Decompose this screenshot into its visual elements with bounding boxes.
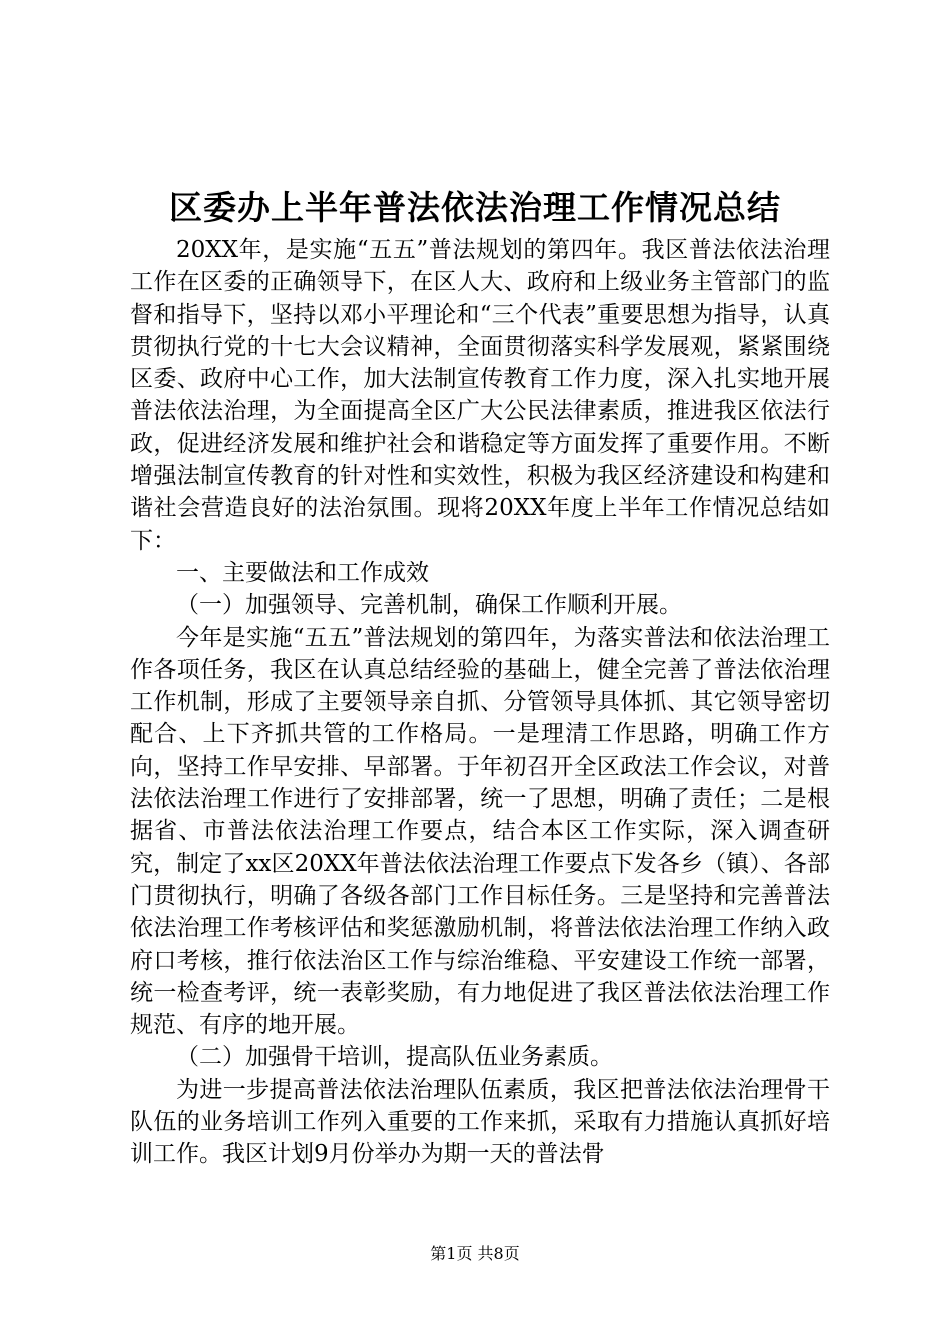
document-title: 区委办上半年普法依法治理工作情况总结 bbox=[169, 188, 781, 227]
paragraph-leadership: 今年是实施“五五”普法规划的第四年，为落实普法和依法治理工作各项任务，我区在认真总结经验的基础上，健全完善了普法依治理工作机制，形成了主要领导亲自抓、分管领导具体抓、其它领导密切配合、上下齐抓共管的工作格局。一是理清工作思路，明确工作方向，坚持工作早安排、早部署。于年初召开全区政法工作会议，对普法依法治理工作进行了安排部署，统一了思想，明确了责任；二是根据省、市普法依法治理工作要点，结合本区工作实际，深入调查研究，制定了xx区20XX年普法依法治理工作要点下发各乡（镇）、各部门贯彻执行，明确了各级各部门工作目标任务。三是坚持和完善普法依法治理工作考核评估和奖惩激励机制，将普法依法治理工作纳入政府口考核，推行依法治区工作与综治维稳、平安建设工作统一部署，统一检查考评，统一表彰奖励，有力地促进了我区普法依法治理工作规范、有序的地开展。 bbox=[130, 624, 830, 1039]
subsection-heading-leadership: （一）加强领导、完善机制，确保工作顺利开展。 bbox=[176, 592, 682, 619]
paragraph-training: 为进一步提高普法依法治理队伍素质，我区把普法依法治理骨干队伍的业务培训工作列入重要的工作来抓，采取有力措施认真抓好培训工作。我区计划9月份举办为期一天的普法骨 bbox=[130, 1076, 830, 1168]
section-heading-main-practices: 一、主要做法和工作成效 bbox=[176, 559, 429, 586]
page-number-footer: 第1页 共8页 bbox=[430, 1244, 520, 1263]
paragraph-intro: 20XX年，是实施“五五”普法规划的第四年。我区普法依法治理工作在区委的正确领导下，在区人大、政府和上级业务主管部门的监督和指导下，坚持以邓小平理论和“三个代表”重要思想为指导，认真贯彻执行党的十七大会议精神，全面贯彻落实科学发展观，紧紧围绕区委、政府中心工作，加大法制宣传教育工作力度，深入扎实地开展普法依法治理，为全面提高全区广大公民法律素质，推进我区依法行政，促进经济发展和维护社会和谐稳定等方面发挥了重要作用。不断增强法制宣传教育的针对性和实效性，积极为我区经济建设和构建和谐社会营造良好的法治氛围。现将20XX年度上半年工作情况总结如下： bbox=[130, 237, 830, 554]
subsection-heading-training: （二）加强骨干培训，提高队伍业务素质。 bbox=[176, 1044, 613, 1071]
document-body bbox=[130, 234, 830, 1171]
